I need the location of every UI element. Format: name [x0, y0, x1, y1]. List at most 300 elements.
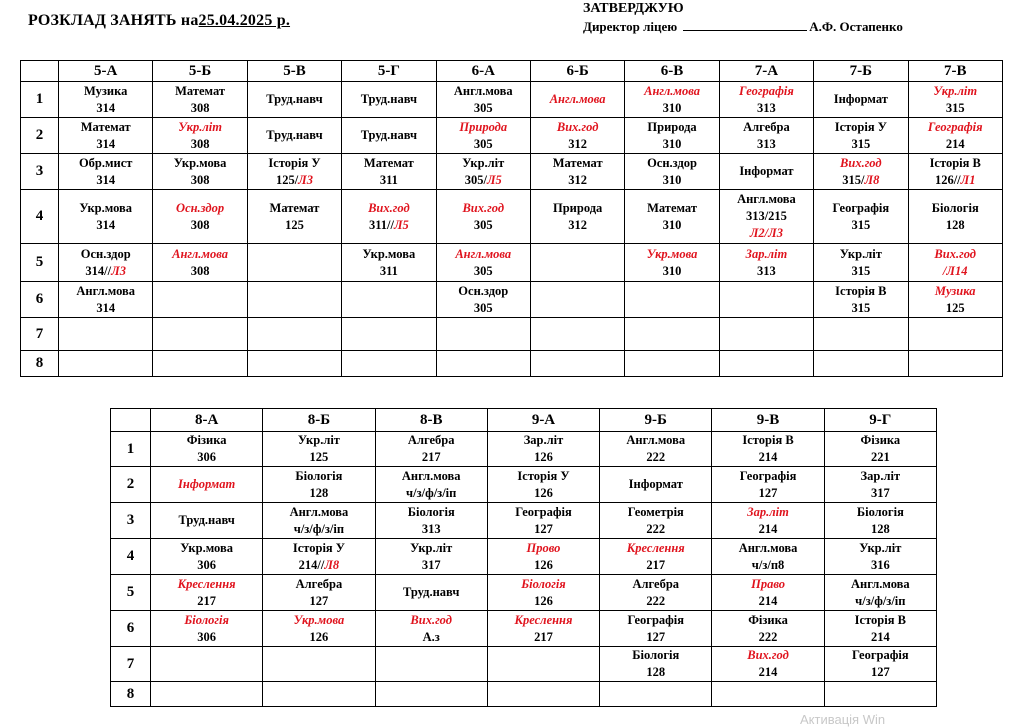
lesson-entry — [342, 91, 435, 108]
lesson-entry — [712, 576, 823, 610]
lesson-cell — [530, 154, 624, 190]
subject-name: Англ.мова — [737, 192, 796, 206]
lesson-cell — [530, 118, 624, 154]
lesson-entry — [263, 468, 374, 502]
lesson-cell — [436, 318, 530, 351]
lesson-entry — [814, 283, 907, 317]
lesson-entry — [909, 283, 1002, 317]
subject-name: Біологія — [931, 200, 979, 215]
lesson-entry — [625, 83, 718, 117]
lesson-cell — [436, 154, 530, 190]
lesson-entry — [720, 83, 813, 117]
schedule-table-grades-5-7 — [20, 60, 1003, 377]
room-number — [263, 593, 374, 610]
room-number — [263, 629, 374, 646]
schedule-table-grades-8-9 — [110, 408, 937, 707]
room-value: 306 — [197, 557, 217, 572]
room-value: 127 — [758, 485, 778, 500]
lesson-cell — [719, 244, 813, 282]
room-value: 127 — [534, 521, 553, 536]
room-number — [909, 300, 1002, 317]
lesson-entry — [263, 504, 374, 538]
lesson-cell — [824, 503, 936, 539]
room-number — [437, 172, 530, 189]
subject-name: Креслення — [514, 612, 573, 627]
room-value: 308 — [190, 100, 210, 115]
room-value: 214 — [758, 665, 778, 679]
lesson-cell — [153, 190, 247, 244]
room-number — [600, 521, 711, 538]
lesson-entry — [153, 200, 246, 234]
lesson-cell — [814, 118, 908, 154]
lesson-number: 6 — [21, 282, 59, 318]
subject-name: Алгебра — [743, 119, 790, 134]
subject-name: Біологія — [521, 576, 566, 591]
room-value: 314 — [96, 172, 116, 187]
room-value: 313/215 — [745, 209, 787, 223]
lesson-cell — [151, 432, 263, 467]
lesson-entry — [59, 200, 152, 234]
lesson-entry — [488, 504, 599, 538]
lesson-cell — [487, 467, 599, 503]
lesson-number: 3 — [21, 154, 59, 190]
lesson-cell — [712, 539, 824, 575]
room-value: 126 — [534, 485, 553, 500]
lesson-entry — [814, 155, 907, 189]
room-number — [909, 263, 1002, 280]
lesson-entry — [712, 432, 823, 466]
subject-name: Укр.літ — [839, 246, 882, 261]
subject-name: Укр.літ — [297, 433, 340, 447]
room-value: 126 — [534, 593, 553, 608]
subject-name: Укр.мова — [362, 246, 416, 261]
lesson-cell — [908, 118, 1002, 154]
lesson-entry — [600, 476, 711, 493]
room-value: 308 — [190, 263, 210, 278]
lesson-entry — [720, 163, 813, 180]
room-number — [376, 629, 487, 646]
lesson-cell — [153, 118, 247, 154]
lesson-entry — [59, 83, 152, 117]
room-value: 315 — [851, 217, 871, 232]
subject-name: Укр.літ — [410, 540, 453, 555]
room-number — [909, 136, 1002, 153]
room-number — [263, 485, 374, 502]
lesson-number: 1 — [21, 82, 59, 118]
subject-name: Вих.год — [556, 119, 599, 134]
lesson-cell — [908, 282, 1002, 318]
lesson-entry — [151, 576, 262, 610]
lesson-cell — [600, 682, 712, 707]
subject-name: Біологія — [295, 468, 343, 483]
room-number — [814, 263, 907, 280]
lesson-entry — [720, 246, 813, 280]
room-number — [531, 136, 624, 153]
lesson-entry — [825, 504, 936, 538]
room-number — [625, 172, 718, 189]
subject-name: Вих.год — [462, 200, 505, 215]
lesson-entry — [825, 647, 936, 681]
room-number — [712, 521, 823, 538]
lesson-cell — [153, 282, 247, 318]
lesson-cell — [153, 318, 247, 351]
lesson-cell — [342, 244, 436, 282]
room-number — [376, 485, 487, 502]
lesson-row — [111, 647, 937, 682]
class-header: 7-А — [719, 61, 813, 82]
lesson-cell — [375, 647, 487, 682]
room-number — [151, 449, 262, 466]
link-code: Л5 — [393, 217, 409, 232]
lesson-entry — [712, 468, 823, 502]
lesson-cell — [247, 82, 341, 118]
subject-name: Математ — [269, 200, 320, 215]
subject-name: Фізика — [186, 433, 227, 447]
lesson-cell — [824, 432, 936, 467]
lesson-cell — [719, 351, 813, 377]
subject-name: Осн.здор — [176, 200, 225, 215]
subject-name: Труд.навч — [360, 128, 418, 142]
lesson-entry — [248, 91, 341, 108]
class-header: 5-Б — [153, 61, 247, 82]
subject-name: Фізика — [860, 433, 901, 447]
schedule-title — [28, 12, 290, 30]
subject-name: Географія — [852, 648, 909, 662]
lesson-cell — [530, 351, 624, 377]
lesson-cell — [625, 282, 719, 318]
lesson-cell — [59, 318, 153, 351]
lesson-cell — [600, 647, 712, 682]
lesson-entry — [909, 83, 1002, 117]
class-header: 6-В — [625, 61, 719, 82]
subject-name: Інформат — [178, 477, 236, 491]
room-value: ч/з/ф/з/іп — [406, 485, 457, 500]
room-value: 311// — [368, 217, 394, 232]
room-number — [151, 557, 262, 574]
lesson-cell — [712, 611, 824, 647]
room-value: 125 — [285, 217, 304, 232]
approve-label: ЗАТВЕРДЖУЮ — [583, 1, 684, 16]
room-number — [437, 100, 530, 117]
room-number — [342, 263, 435, 280]
room-value: 214 — [758, 450, 778, 464]
lesson-cell — [712, 432, 824, 467]
lesson-cell — [600, 503, 712, 539]
subject-name: Зар.літ — [523, 433, 564, 447]
subject-name: Біологія — [184, 612, 229, 627]
link-code: /Л14 — [942, 263, 968, 278]
subject-name: Укр.мова — [646, 246, 698, 261]
room-number — [720, 136, 813, 153]
subject-name: Інформат — [739, 164, 794, 178]
lesson-entry — [625, 200, 718, 234]
lesson-cell — [530, 244, 624, 282]
subject-name: Алгебра — [295, 576, 343, 591]
lesson-cell — [712, 682, 824, 707]
room-number — [712, 557, 823, 574]
lesson-entry — [488, 612, 599, 646]
lesson-cell — [342, 154, 436, 190]
lesson-cell — [814, 190, 908, 244]
room-value: 315/ — [842, 172, 865, 187]
room-number — [531, 217, 624, 234]
class-header: 7-Б — [814, 61, 908, 82]
lesson-cell — [375, 682, 487, 707]
lesson-entry — [825, 468, 936, 502]
lesson-cell — [59, 244, 153, 282]
lesson-row — [111, 467, 937, 503]
lesson-cell — [151, 611, 263, 647]
header-row — [111, 409, 937, 432]
lesson-cell — [824, 539, 936, 575]
lesson-cell — [263, 503, 375, 539]
lesson-row — [21, 244, 1003, 282]
subject-name: Географія — [832, 200, 890, 215]
lesson-entry — [153, 155, 246, 189]
room-value: 126 — [309, 629, 329, 644]
subject-name: Осн.здор — [647, 155, 697, 170]
room-number — [720, 100, 813, 117]
room-number — [342, 172, 435, 189]
lesson-number: 4 — [21, 190, 59, 244]
lesson-cell — [151, 682, 263, 707]
subject-name: Осн.здор — [80, 246, 131, 261]
room-value: 214 — [870, 629, 890, 644]
lesson-cell — [151, 647, 263, 682]
subject-name: Фізика — [748, 612, 788, 627]
subject-name: Укр.літ — [859, 540, 902, 555]
subject-name: Біологія — [856, 504, 904, 519]
lesson-cell — [814, 154, 908, 190]
lesson-row — [21, 282, 1003, 318]
class-header: 6-Б — [530, 61, 624, 82]
lesson-cell — [151, 539, 263, 575]
lesson-cell — [263, 611, 375, 647]
lesson-entry — [153, 119, 246, 153]
room-number — [825, 449, 936, 466]
lesson-row — [111, 575, 937, 611]
room-number — [600, 449, 711, 466]
lesson-entry — [814, 200, 907, 234]
room-value: 313 — [757, 136, 776, 151]
subject-name: Зар.літ — [747, 504, 789, 519]
lesson-cell — [263, 575, 375, 611]
lesson-row — [111, 611, 937, 647]
subject-name: Креслення — [177, 576, 236, 591]
room-value: 128 — [945, 217, 965, 232]
lesson-cell — [712, 575, 824, 611]
lesson-cell — [342, 318, 436, 351]
signature-line — [683, 20, 807, 31]
room-number — [248, 172, 341, 189]
subject-name: Біологія — [632, 648, 680, 662]
room-number — [437, 136, 530, 153]
lesson-entry — [531, 200, 624, 234]
room-number — [376, 557, 487, 574]
room-value: ч/з/п8 — [751, 557, 785, 572]
class-header: 9-В — [712, 409, 824, 432]
lesson-entry — [720, 119, 813, 153]
lesson-entry — [531, 155, 624, 189]
lesson-cell — [908, 351, 1002, 377]
corner-cell — [111, 409, 151, 432]
lesson-entry — [376, 540, 487, 574]
lesson-row — [21, 190, 1003, 244]
room-number — [59, 300, 152, 317]
lesson-cell — [375, 539, 487, 575]
subject-name: Біологія — [407, 504, 455, 519]
subject-name: Укр.мова — [180, 540, 233, 555]
lesson-row — [111, 539, 937, 575]
room-value: 128 — [870, 521, 890, 536]
room-value: 308 — [190, 172, 210, 187]
subject-name: Англ.мова — [289, 504, 349, 519]
room-value: 312 — [568, 217, 588, 232]
subject-name: Англ.мова — [455, 246, 512, 261]
lesson-row — [21, 154, 1003, 190]
subject-name: Математ — [647, 200, 697, 215]
subject-name: Історія У — [292, 540, 345, 555]
lesson-cell — [59, 282, 153, 318]
lesson-cell — [59, 82, 153, 118]
lesson-cell — [908, 244, 1002, 282]
lesson-entry — [263, 540, 374, 574]
lesson-entry — [825, 432, 936, 466]
lesson-cell — [263, 647, 375, 682]
room-value: 314 — [96, 300, 116, 315]
subject-name: Інформат — [628, 477, 683, 491]
header-row — [21, 61, 1003, 82]
lesson-entry — [600, 432, 711, 466]
lesson-cell — [625, 82, 719, 118]
room-value: 317 — [421, 557, 441, 572]
room-value: ч/з/ф/з/іп — [855, 593, 906, 608]
subject-name: Труд.навч — [266, 128, 323, 142]
lesson-entry — [825, 612, 936, 646]
room-number — [720, 208, 813, 225]
room-number — [814, 172, 907, 189]
lesson-cell — [436, 118, 530, 154]
lesson-number: 7 — [21, 318, 59, 351]
room-value: 126// — [934, 172, 961, 187]
subject-name: Музика — [84, 83, 128, 98]
lesson-entry — [376, 432, 487, 466]
subject-name: Вих.год — [747, 648, 789, 662]
subject-name: Укр.літ — [462, 155, 505, 170]
lesson-entry — [153, 83, 246, 117]
room-value: 308 — [190, 217, 210, 232]
lesson-cell — [719, 82, 813, 118]
lesson-entry — [825, 576, 936, 610]
room-value: 314 — [96, 217, 116, 232]
lesson-entry — [342, 200, 435, 234]
subject-name: Історія У — [517, 468, 570, 483]
class-header: 9-Г — [824, 409, 936, 432]
room-value: 217 — [421, 450, 441, 464]
class-header: 5-Г — [342, 61, 436, 82]
room-number — [437, 263, 530, 280]
lesson-cell — [908, 318, 1002, 351]
room-value: 305 — [473, 136, 493, 151]
room-number — [488, 593, 599, 610]
lesson-entry — [909, 155, 1002, 189]
subject-name: Історія В — [835, 283, 887, 298]
room-number — [625, 217, 718, 234]
class-header: 6-А — [436, 61, 530, 82]
room-value: 305 — [473, 300, 493, 315]
lesson-entry — [600, 647, 711, 681]
lesson-entry — [720, 191, 813, 242]
subject-name: Англ.мова — [738, 540, 798, 555]
room-number — [712, 664, 823, 681]
room-number — [825, 629, 936, 646]
lesson-cell — [342, 190, 436, 244]
lesson-entry — [263, 576, 374, 610]
lesson-cell — [263, 539, 375, 575]
lesson-entry — [825, 540, 936, 574]
lesson-cell — [153, 244, 247, 282]
lesson-cell — [600, 575, 712, 611]
room-number — [825, 593, 936, 610]
lesson-cell — [436, 82, 530, 118]
lesson-cell — [247, 118, 341, 154]
room-number — [814, 136, 907, 153]
lesson-entry — [814, 91, 907, 108]
room-value: 312 — [568, 172, 588, 187]
room-value: 128 — [646, 665, 666, 679]
lesson-number: 5 — [111, 575, 151, 611]
subject-name: Осн.здор — [458, 283, 509, 298]
lesson-entry — [600, 540, 711, 574]
subject-name: Обр.мист — [78, 155, 133, 170]
room-number — [248, 217, 341, 234]
lesson-cell — [436, 351, 530, 377]
lesson-entry — [625, 155, 718, 189]
lesson-entry — [248, 127, 341, 144]
class-header: 9-Б — [600, 409, 712, 432]
subject-name: Вих.год — [840, 155, 882, 170]
room-number — [720, 263, 813, 280]
lesson-cell — [487, 611, 599, 647]
lesson-entry — [437, 283, 530, 317]
lesson-cell — [487, 647, 599, 682]
class-header: 9-А — [487, 409, 599, 432]
lesson-cell — [375, 503, 487, 539]
lesson-entry — [488, 540, 599, 574]
subject-name: Англ.мова — [453, 83, 513, 98]
room-value: 126 — [534, 450, 553, 464]
link-code: Л1 — [960, 172, 976, 187]
subject-name: Природа — [459, 119, 508, 134]
lesson-cell — [151, 467, 263, 503]
room-value: 315 — [851, 300, 871, 315]
room-value: 313 — [757, 100, 776, 115]
room-value: 305 — [473, 217, 493, 232]
lesson-entry — [342, 155, 435, 189]
lesson-cell — [530, 82, 624, 118]
lesson-cell — [436, 282, 530, 318]
lesson-entry — [59, 283, 152, 317]
lesson-cell — [375, 611, 487, 647]
room-number — [153, 172, 246, 189]
room-number — [600, 629, 711, 646]
lesson-cell — [625, 318, 719, 351]
room-number — [712, 629, 823, 646]
room-number — [531, 172, 624, 189]
subject-name: Англ.мова — [172, 246, 228, 261]
lesson-cell — [342, 82, 436, 118]
room-value: 306 — [197, 629, 217, 644]
